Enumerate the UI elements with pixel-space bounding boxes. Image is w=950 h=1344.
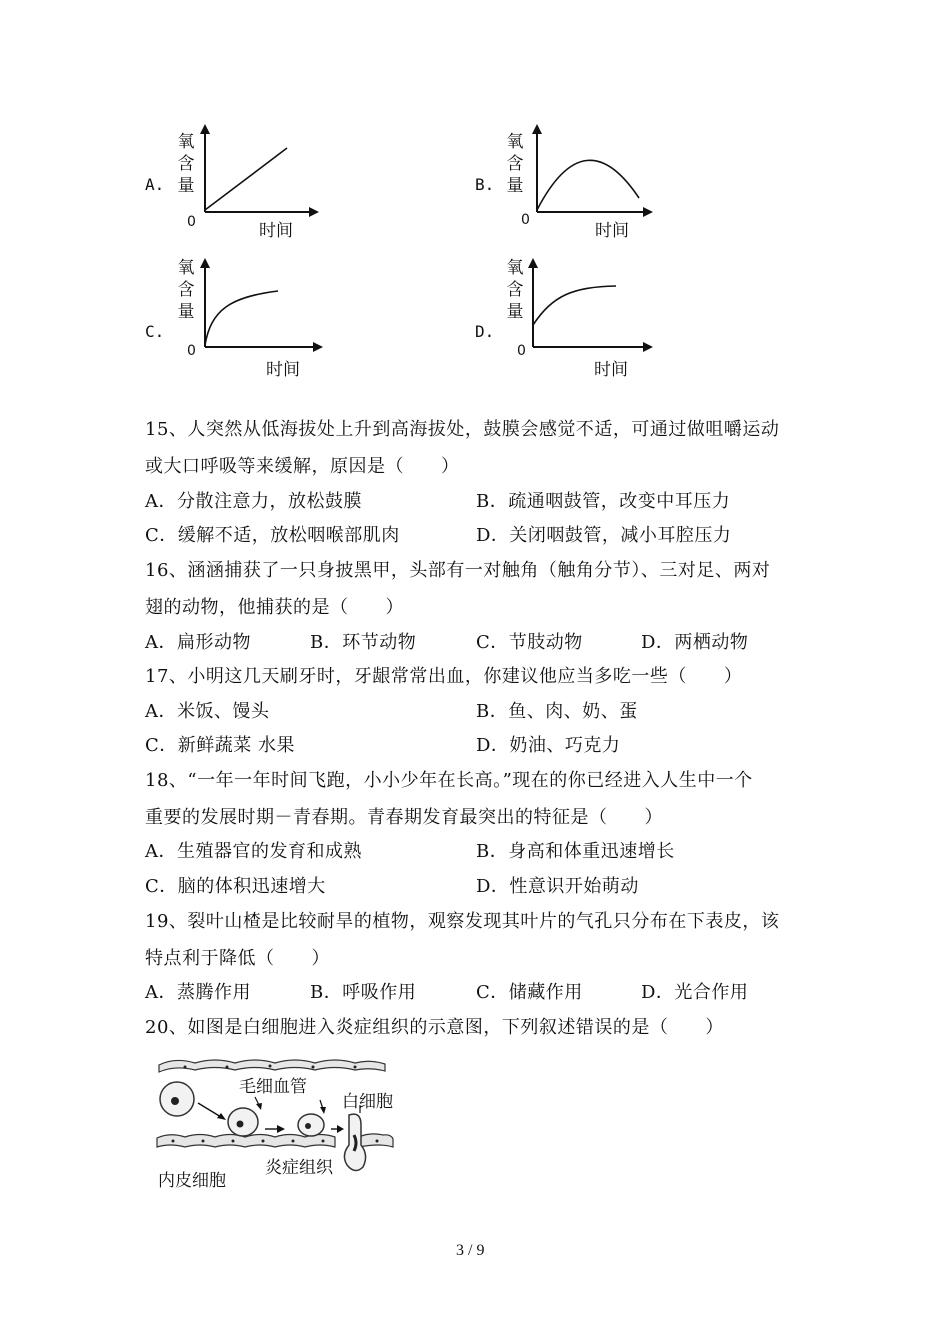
question-18-option-a: A．生殖器官的发育和成熟 xyxy=(145,841,362,862)
page-number: 3 / 9 xyxy=(456,1242,485,1259)
question-19-option-a: A．蒸腾作用 xyxy=(145,982,251,1003)
graph-b-ylabel: 氧 含 量 xyxy=(506,132,524,196)
question-17-stem: 17、小明这几天刷牙时，牙龈常常出血，你建议他应当多吃一些（ ） xyxy=(145,666,743,687)
question-15-option-d: D．关闭咽鼓管，减小耳腔压力 xyxy=(476,525,732,546)
graph-d-origin: 0 xyxy=(517,343,526,359)
graph-d-ylabel: 氧 含 量 xyxy=(506,258,524,322)
question-18-stem-line2: 重要的发展时期－青春期。青春期发育最突出的特征是（ ） xyxy=(145,807,663,828)
question-17-option-a: A．米饭、馒头 xyxy=(145,701,270,722)
question-18-stem-line1: 18、“一年一年时间飞跑，小小少年在长高。”现在的你已经进入人生中一个 xyxy=(145,770,753,791)
flow-arrows xyxy=(198,1097,360,1133)
graph-c-plot xyxy=(195,255,330,355)
white-blood-cell-label: 白细胞 xyxy=(342,1092,393,1112)
graph-c-y-arrow xyxy=(200,258,210,268)
graph-b-origin: 0 xyxy=(521,212,530,228)
graph-b-letter: B. xyxy=(475,175,495,194)
question-17-option-b: B．鱼、肉、奶、蛋 xyxy=(476,701,638,722)
graph-a-letter: A. xyxy=(145,175,165,194)
graph-a-origin: 0 xyxy=(187,214,196,230)
question-20-stem: 20、如图是白细胞进入炎症组织的示意图，下列叙述错误的是（ ） xyxy=(145,1017,724,1038)
question-17-option-c: C．新鲜蔬菜 水果 xyxy=(145,735,295,756)
question-15-option-c: C．缓解不适，放松咽喉部肌肉 xyxy=(145,525,400,546)
question-16-option-b: B．环节动物 xyxy=(310,632,417,653)
question-18-option-c: C．脑的体积迅速增大 xyxy=(145,876,326,897)
white-blood-cell-2 xyxy=(228,1108,258,1136)
graph-d-plot xyxy=(523,255,658,355)
endothelial-cell-label: 内皮细胞 xyxy=(158,1171,226,1191)
graph-a-y-arrow xyxy=(200,124,210,134)
graph-d-x-arrow xyxy=(643,342,653,352)
question-15-stem-line1: 15、人突然从低海拔处上升到高海拔处，鼓膜会感觉不适，可通过做咀嚼运动 xyxy=(145,419,780,440)
graph-d-xlabel: 时间 xyxy=(594,360,628,380)
graph-c-origin: 0 xyxy=(187,343,196,359)
graph-a-ylabel: 氧 含 量 xyxy=(177,132,195,196)
question-15-option-b: B．疏通咽鼓管，改变中耳压力 xyxy=(476,491,731,512)
question-15-option-a: A．分散注意力，放松鼓膜 xyxy=(145,491,362,512)
question-19-option-c: C．储藏作用 xyxy=(476,982,583,1003)
question-19-stem-line1: 19、裂叶山楂是比较耐旱的植物，观察发现其叶片的气孔只分布在下表皮，该 xyxy=(145,911,780,932)
question-19-option-b: B．呼吸作用 xyxy=(310,982,417,1003)
question-19-stem-line2: 特点利于降低（ ） xyxy=(145,948,330,969)
graph-c-xlabel: 时间 xyxy=(266,360,300,380)
inflamed-tissue-label: 炎症组织 xyxy=(265,1158,333,1178)
graph-a-curve xyxy=(205,148,287,210)
graph-b-xlabel: 时间 xyxy=(595,221,629,241)
question-18-option-b: B．身高和体重迅速增长 xyxy=(476,841,675,862)
white-blood-cell-1 xyxy=(160,1082,194,1116)
question-16-stem-line1: 16、涵涵捕获了一只身披黑甲，头部有一对触角（触角分节）、三对足、两对 xyxy=(145,560,771,581)
top-vessel-wall xyxy=(159,1060,385,1072)
graph-d-letter: D. xyxy=(475,322,495,341)
leukocyte-diagram xyxy=(155,1055,400,1195)
question-17-option-d: D．奶油、巧克力 xyxy=(476,735,621,756)
question-19-option-d: D．光合作用 xyxy=(641,982,749,1003)
question-16-option-d: D．两栖动物 xyxy=(641,632,749,653)
graph-a-xlabel: 时间 xyxy=(259,221,293,241)
graph-c-curve xyxy=(205,291,278,345)
graph-c-letter: C. xyxy=(145,322,165,341)
graph-d-curve xyxy=(533,286,616,325)
graph-b-x-arrow xyxy=(643,207,653,217)
question-16-option-a: A．扁形动物 xyxy=(145,632,251,653)
question-16-stem-line2: 翅的动物，他捕获的是（ ） xyxy=(145,597,404,618)
graph-c-ylabel: 氧 含 量 xyxy=(177,258,195,322)
graph-b-plot xyxy=(527,122,657,222)
graph-a-x-arrow xyxy=(309,207,319,217)
question-18-option-d: D．性意识开始萌动 xyxy=(476,876,639,897)
capillary-label: 毛细血管 xyxy=(239,1077,307,1097)
white-blood-cell-3 xyxy=(298,1114,324,1136)
graph-c-x-arrow xyxy=(313,342,323,352)
graph-d-y-arrow xyxy=(528,258,538,268)
question-16-option-c: C．节肢动物 xyxy=(476,632,583,653)
graph-b-curve xyxy=(537,160,639,210)
graph-a-plot xyxy=(195,122,325,222)
question-15-stem-line2: 或大口呼吸等来缓解，原因是（ ） xyxy=(145,456,460,477)
graph-b-y-arrow xyxy=(532,124,542,134)
